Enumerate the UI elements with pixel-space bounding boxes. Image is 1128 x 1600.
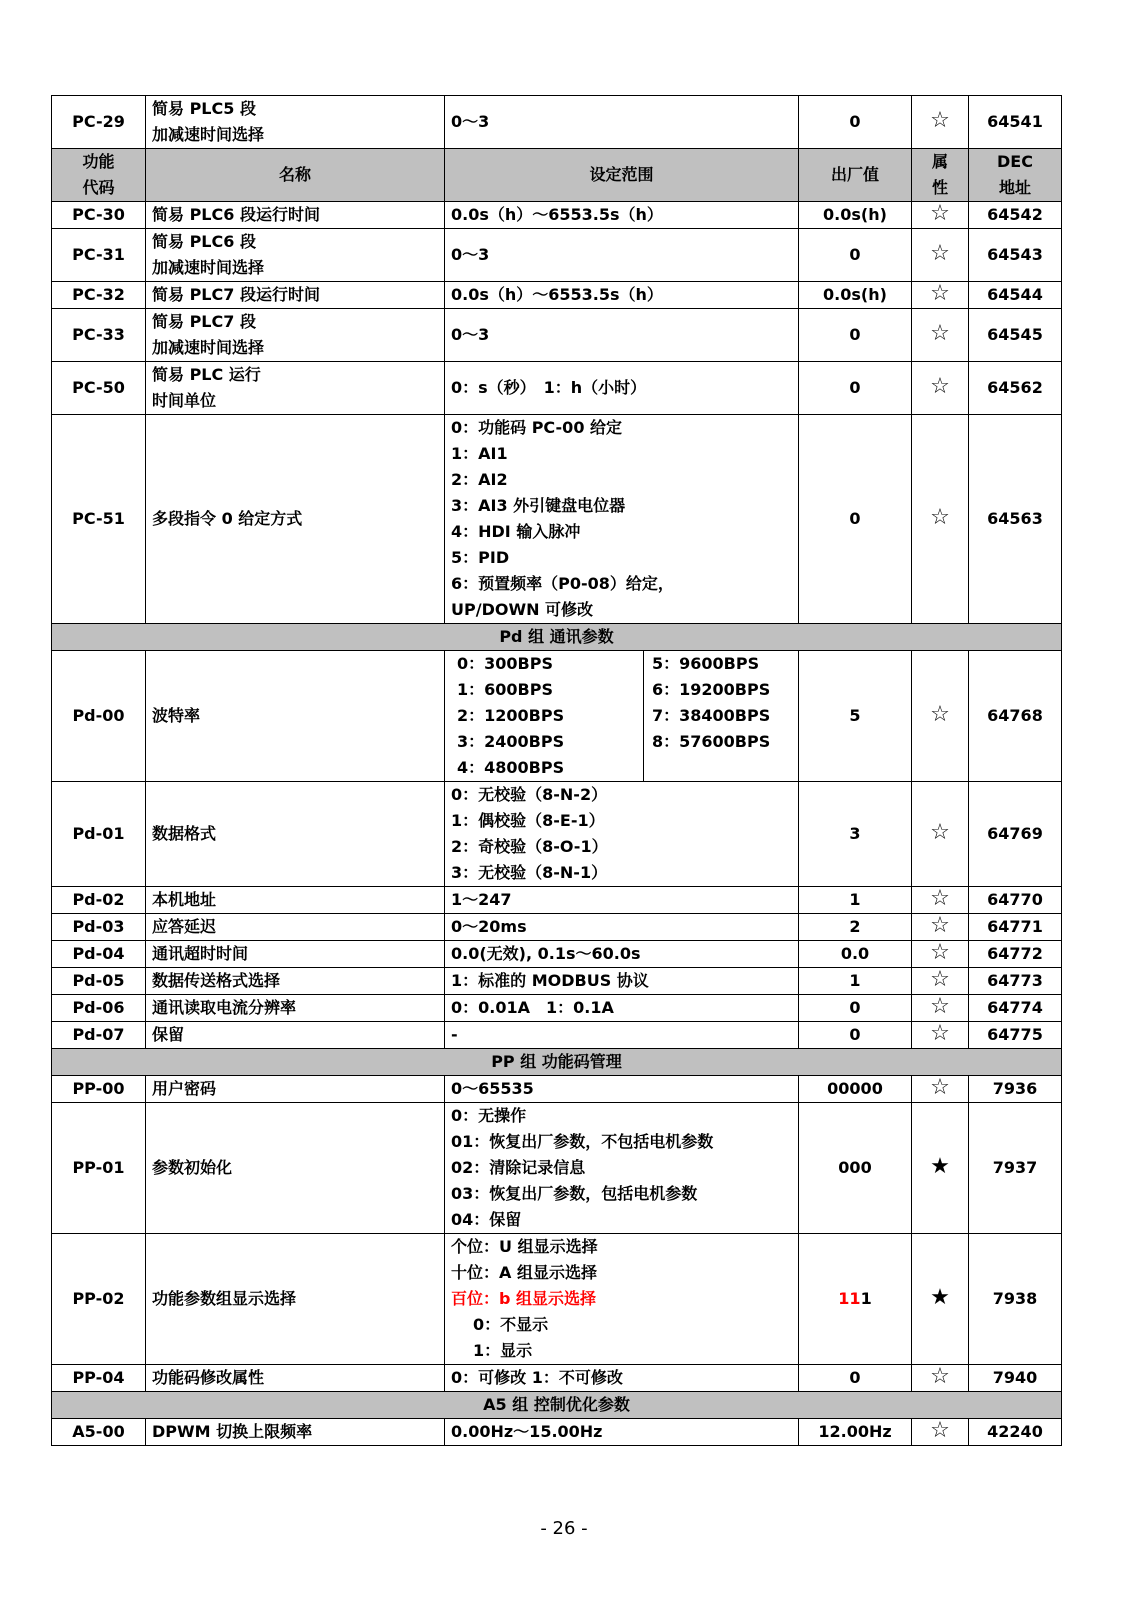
dec-address: 64769	[969, 782, 1062, 887]
attr-star-icon: ☆	[912, 202, 969, 229]
header-name: 名称	[146, 149, 445, 202]
attr-star-icon: ☆	[912, 941, 969, 968]
attr-star-icon: ★	[912, 1234, 969, 1365]
default-value: 0.0s(h)	[799, 202, 912, 229]
setting-range: 1：标准的 MODBUS 协议	[445, 968, 799, 995]
setting-range: 0.0s（h）～6553.5s（h）	[445, 202, 799, 229]
param-name: 简易 PLC 运行 时间单位	[146, 362, 445, 415]
default-value: 0.0s(h)	[799, 282, 912, 309]
setting-range: 0～3	[445, 309, 799, 362]
table-row	[52, 282, 1062, 309]
function-code: A5-00	[52, 1419, 146, 1446]
attr-star-icon: ☆	[912, 229, 969, 282]
function-code: PC-50	[52, 362, 146, 415]
function-code: PC-31	[52, 229, 146, 282]
default-value: 2	[799, 914, 912, 941]
param-name: DPWM 切换上限频率	[146, 1419, 445, 1446]
function-code: PP-04	[52, 1365, 146, 1392]
default-value: 0	[799, 96, 912, 149]
dec-address: 64772	[969, 941, 1062, 968]
param-name: 功能码修改属性	[146, 1365, 445, 1392]
default-value: 0	[799, 995, 912, 1022]
param-name: 波特率	[146, 651, 445, 782]
function-code: Pd-05	[52, 968, 146, 995]
table-row	[52, 782, 1062, 887]
dec-address: 64770	[969, 887, 1062, 914]
dec-address: 64768	[969, 651, 1062, 782]
default-value: 1	[799, 968, 912, 995]
default-value: 0	[799, 1365, 912, 1392]
header-default: 出厂值	[799, 149, 912, 202]
attr-star-icon: ★	[912, 1103, 969, 1234]
default-value: 5	[799, 651, 912, 782]
setting-range: 0：0.01A 1：0.1A	[445, 995, 799, 1022]
param-name: 简易 PLC6 段 加减速时间选择	[146, 229, 445, 282]
function-code: PC-51	[52, 415, 146, 624]
function-code: PC-29	[52, 96, 146, 149]
parameter-table	[51, 95, 1062, 1446]
table-row	[52, 96, 1062, 149]
table-row	[52, 1022, 1062, 1049]
param-name: 参数初始化	[146, 1103, 445, 1234]
param-name: 通讯超时时间	[146, 941, 445, 968]
dec-address: 64774	[969, 995, 1062, 1022]
function-code: PP-01	[52, 1103, 146, 1234]
setting-range: 0：300BPS 1：600BPS 2：1200BPS 3：2400BPS 4：4800BPS 5：9600BPS 6：19200BPS 7：38400BPS 8：57600BPS	[445, 651, 799, 782]
dec-address: 64541	[969, 96, 1062, 149]
param-name: 功能参数组显示选择	[146, 1234, 445, 1365]
dec-address: 7936	[969, 1076, 1062, 1103]
setting-range: 0.00Hz～15.00Hz	[445, 1419, 799, 1446]
param-name: 通讯读取电流分辨率	[146, 995, 445, 1022]
default-value: 00000	[799, 1076, 912, 1103]
dec-address: 64544	[969, 282, 1062, 309]
setting-range: -	[445, 1022, 799, 1049]
dec-address: 42240	[969, 1419, 1062, 1446]
default-value: 0	[799, 309, 912, 362]
setting-range: 0～20ms	[445, 914, 799, 941]
section-header	[52, 1392, 1062, 1419]
attr-star-icon: ☆	[912, 1365, 969, 1392]
default-value: 0	[799, 1022, 912, 1049]
param-name: 用户密码	[146, 1076, 445, 1103]
page-number: - 26 -	[540, 1518, 588, 1539]
section-title: Pd 组 通讯参数	[52, 624, 1062, 651]
table-row	[52, 1234, 1062, 1365]
function-code: Pd-07	[52, 1022, 146, 1049]
table-row	[52, 651, 1062, 782]
dec-address: 64543	[969, 229, 1062, 282]
dec-address: 7938	[969, 1234, 1062, 1365]
default-value: 111	[799, 1234, 912, 1365]
attr-star-icon: ☆	[912, 282, 969, 309]
attr-star-icon: ☆	[912, 1076, 969, 1103]
dec-address: 7940	[969, 1365, 1062, 1392]
attr-star-icon: ☆	[912, 995, 969, 1022]
header-code: 功能 代码	[52, 149, 146, 202]
attr-star-icon: ☆	[912, 914, 969, 941]
function-code: Pd-04	[52, 941, 146, 968]
attr-star-icon: ☆	[912, 96, 969, 149]
param-name: 简易 PLC5 段 加减速时间选择	[146, 96, 445, 149]
table-row	[52, 1076, 1062, 1103]
section-header	[52, 1049, 1062, 1076]
setting-range: 个位：U 组显示选择 十位：A 组显示选择 百位：b 组显示选择 0：不显示 1：显示	[445, 1234, 799, 1365]
default-value: 000	[799, 1103, 912, 1234]
table-row	[52, 362, 1062, 415]
attr-star-icon: ☆	[912, 362, 969, 415]
setting-range: 0～3	[445, 96, 799, 149]
table-row	[52, 229, 1062, 282]
table-row	[52, 1103, 1062, 1234]
header-attr: 属 性	[912, 149, 969, 202]
dec-address: 64775	[969, 1022, 1062, 1049]
table-row	[52, 415, 1062, 624]
dec-address: 64771	[969, 914, 1062, 941]
header-addr: DEC 地址	[969, 149, 1062, 202]
setting-range: 0～65535	[445, 1076, 799, 1103]
default-value: 0.0	[799, 941, 912, 968]
table-row	[52, 995, 1062, 1022]
table-row	[52, 914, 1062, 941]
table-row	[52, 887, 1062, 914]
function-code: Pd-06	[52, 995, 146, 1022]
param-name: 多段指令 0 给定方式	[146, 415, 445, 624]
default-value: 0	[799, 229, 912, 282]
default-value: 0	[799, 362, 912, 415]
attr-star-icon: ☆	[912, 782, 969, 887]
function-code: PC-32	[52, 282, 146, 309]
table-row	[52, 1419, 1062, 1446]
setting-range: 0：可修改 1：不可修改	[445, 1365, 799, 1392]
section-header	[52, 624, 1062, 651]
setting-range: 0：无校验（8-N-2） 1：偶校验（8-E-1） 2：奇校验（8-O-1） 3：无校验（8-N-1）	[445, 782, 799, 887]
table-row	[52, 941, 1062, 968]
setting-range: 0.0(无效), 0.1s～60.0s	[445, 941, 799, 968]
function-code: Pd-01	[52, 782, 146, 887]
function-code: Pd-03	[52, 914, 146, 941]
header-range: 设定范围	[445, 149, 799, 202]
attr-star-icon: ☆	[912, 415, 969, 624]
section-title: PP 组 功能码管理	[52, 1049, 1062, 1076]
function-code: PC-33	[52, 309, 146, 362]
setting-range: 0～3	[445, 229, 799, 282]
attr-star-icon: ☆	[912, 309, 969, 362]
dec-address: 7937	[969, 1103, 1062, 1234]
dec-address: 64545	[969, 309, 1062, 362]
default-value: 3	[799, 782, 912, 887]
setting-range: 0.0s（h）～6553.5s（h）	[445, 282, 799, 309]
attr-star-icon: ☆	[912, 1022, 969, 1049]
highlighted-option: 百位：b 组显示选择	[451, 1289, 597, 1308]
default-value: 0	[799, 415, 912, 624]
default-value: 12.00Hz	[799, 1419, 912, 1446]
dec-address: 64542	[969, 202, 1062, 229]
function-code: PP-00	[52, 1076, 146, 1103]
param-name: 应答延迟	[146, 914, 445, 941]
default-value: 1	[799, 887, 912, 914]
table-row	[52, 202, 1062, 229]
function-code: Pd-02	[52, 887, 146, 914]
attr-star-icon: ☆	[912, 887, 969, 914]
setting-range: 1～247	[445, 887, 799, 914]
setting-range: 0：s（秒） 1：h（小时）	[445, 362, 799, 415]
table-row	[52, 968, 1062, 995]
table-header	[52, 149, 1062, 202]
param-name: 数据格式	[146, 782, 445, 887]
dec-address: 64563	[969, 415, 1062, 624]
param-name: 保留	[146, 1022, 445, 1049]
section-title: A5 组 控制优化参数	[52, 1392, 1062, 1419]
param-name: 简易 PLC6 段运行时间	[146, 202, 445, 229]
attr-star-icon: ☆	[912, 1419, 969, 1446]
param-name: 简易 PLC7 段运行时间	[146, 282, 445, 309]
attr-star-icon: ☆	[912, 651, 969, 782]
function-code: Pd-00	[52, 651, 146, 782]
table-row	[52, 309, 1062, 362]
param-name: 简易 PLC7 段 加减速时间选择	[146, 309, 445, 362]
setting-range: 0：功能码 PC-00 给定 1：AI1 2：AI2 3：AI3 外引键盘电位器 4：HDI 输入脉冲 5：PID 6：预置频率（P0-08）给定， UP/DOWN 可修改	[445, 415, 799, 624]
param-name: 本机地址	[146, 887, 445, 914]
param-name: 数据传送格式选择	[146, 968, 445, 995]
dec-address: 64562	[969, 362, 1062, 415]
table-row	[52, 1365, 1062, 1392]
dec-address: 64773	[969, 968, 1062, 995]
setting-range: 0：无操作 01：恢复出厂参数，不包括电机参数 02：清除记录信息 03：恢复出厂参数，包括电机参数 04：保留	[445, 1103, 799, 1234]
attr-star-icon: ☆	[912, 968, 969, 995]
function-code: PC-30	[52, 202, 146, 229]
function-code: PP-02	[52, 1234, 146, 1365]
